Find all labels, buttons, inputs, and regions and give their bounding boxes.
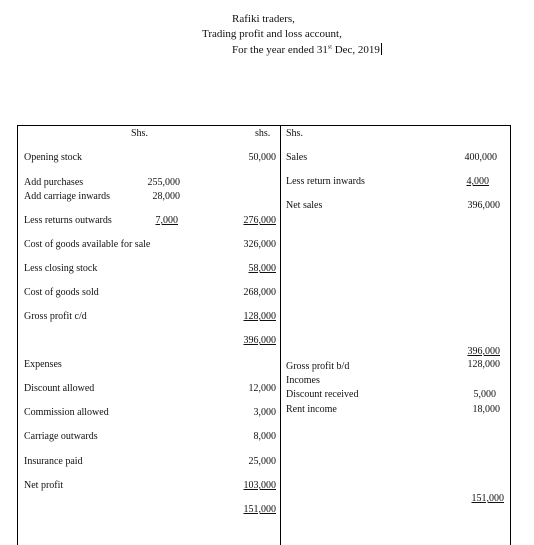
- carriage-outwards-total: 8,000: [253, 431, 276, 442]
- period-suffix: Dec, 2019: [331, 44, 380, 56]
- purchases-net-total: 276,000: [243, 215, 276, 226]
- pl-total-debit: 151,000: [243, 504, 276, 515]
- insurance-paid-label: Insurance paid: [24, 456, 83, 467]
- return-inwards-label: Less return inwards: [286, 176, 365, 187]
- sales-amount: 400,000: [464, 152, 497, 163]
- insurance-paid-total: 25,000: [248, 456, 276, 467]
- col-header-left-outer: shs.: [255, 128, 271, 139]
- trading-total-debit: 396,000: [243, 335, 276, 346]
- incomes-heading: Incomes: [286, 375, 320, 386]
- opening-stock-total: 50,000: [248, 152, 276, 163]
- pl-total-credit: 151,000: [471, 493, 504, 504]
- company-name: Rafiki traders,: [232, 13, 295, 25]
- net-sales-label: Net sales: [286, 200, 323, 211]
- net-profit-total: 103,000: [243, 480, 276, 491]
- discount-allowed-total: 12,000: [248, 383, 276, 394]
- sales-label: Sales: [286, 152, 308, 163]
- net-sales-amount: 396,000: [467, 200, 500, 211]
- commission-allowed-total: 3,000: [253, 407, 276, 418]
- table-divider-2: [510, 125, 511, 545]
- purchases-label: Add purchases: [24, 177, 84, 188]
- returns-outwards-label: Less returns outwards: [24, 215, 112, 226]
- col-header-right: Shs.: [286, 128, 303, 139]
- period-prefix: For the year ended 31: [232, 44, 328, 56]
- cogs-total: 268,000: [243, 287, 276, 298]
- period-line: [232, 43, 382, 57]
- goods-available-label: Cost of goods available for sale: [24, 239, 151, 250]
- discount-received-label: Discount received: [286, 389, 359, 400]
- gross-profit-cd-total: 128,000: [243, 311, 276, 322]
- gross-profit-bd-label: Gross profit b/d: [286, 361, 350, 372]
- discount-allowed-label: Discount allowed: [24, 383, 95, 394]
- returns-outwards-amount: 7,000: [155, 215, 178, 226]
- return-inwards-amount: 4,000: [466, 176, 489, 187]
- rent-income-label: Rent income: [286, 404, 337, 415]
- gross-profit-bd-amount: 128,000: [467, 359, 500, 370]
- rent-income-amount: 18,000: [472, 404, 500, 415]
- cogs-label: Cost of goods sold: [24, 287, 99, 298]
- purchases-amount: 255,000: [147, 177, 180, 188]
- table-divider-1: [280, 125, 281, 545]
- discount-received-amount: 5,000: [473, 389, 496, 400]
- closing-stock-label: Less closing stock: [24, 263, 98, 274]
- commission-allowed-label: Commission allowed: [24, 407, 109, 418]
- table-left-border: [17, 125, 18, 545]
- carriage-inwards-amount: 28,000: [152, 191, 180, 202]
- carriage-outwards-label: Carriage outwards: [24, 431, 98, 442]
- goods-available-total: 326,000: [243, 239, 276, 250]
- account-title: Trading profit and loss account,: [202, 28, 342, 40]
- text-cursor: [381, 43, 382, 55]
- trading-total-credit: 396,000: [467, 346, 500, 357]
- period-ordinal: st: [327, 44, 332, 51]
- table-top-border: [17, 125, 511, 126]
- net-profit-label: Net profit: [24, 480, 64, 491]
- col-header-left-inner: Shs.: [131, 128, 148, 139]
- expenses-heading: Expenses: [24, 359, 62, 370]
- closing-stock-total: 58,000: [248, 263, 276, 274]
- opening-stock-label: Opening stock: [24, 152, 83, 163]
- carriage-inwards-label: Add carriage inwards: [24, 191, 111, 202]
- gross-profit-cd-label: Gross profit c/d: [24, 311, 87, 322]
